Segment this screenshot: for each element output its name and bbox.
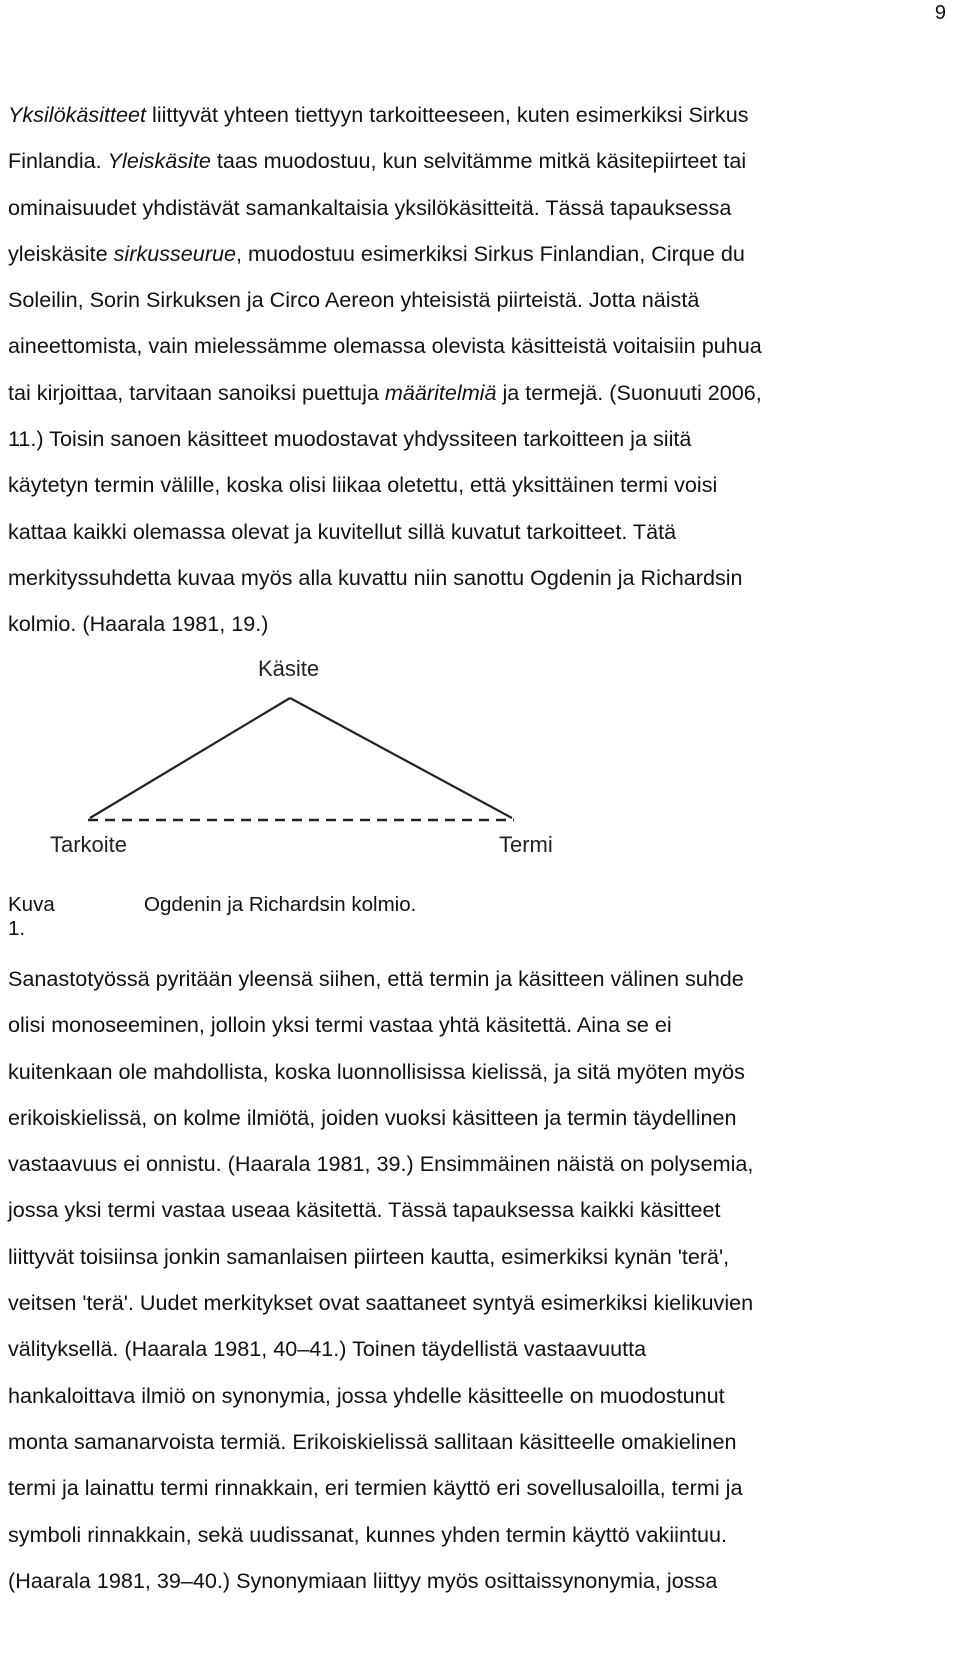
text-line: Soleilin, Sorin Sirkuksen ja Circo Aereon yhteisistä piirteistä. Jotta näistä: [8, 287, 700, 313]
text-line: [8, 231, 938, 277]
label-kasite: Käsite: [258, 656, 320, 681]
text-run: taas muodostuu, kun selvitämme mitkä käsitepiirteet tai: [210, 148, 747, 174]
text-line: ominaisuudet yhdistävät samankaltaisia yksilökäsitteitä. Tässä tapauksessa: [8, 194, 732, 220]
text-run: liittyvät yhteen tiettyyn tarkoitteeseen, kuten esimerkiksi Sirkus: [146, 102, 749, 127]
text-line: aineettomista, vain mielessämme olemassa olevista käsitteistä voitaisiin puhua: [8, 333, 762, 359]
text-line: välityksellä. (Haarala 1981, 40–41.) Toinen täydellistä vastaavuutta: [8, 1336, 647, 1362]
italic-term: Yleiskäsite: [107, 148, 211, 174]
text-line: kolmio. (Haarala 1981, 19.): [8, 611, 269, 637]
text-line: veitsen 'terä'. Uudet merkitykset ovat saattaneet syntyä esimerkiksi kielikuvien: [8, 1290, 754, 1316]
triangle-diagram: [0, 640, 960, 880]
text-run: Finlandia.: [8, 148, 108, 174]
text-line: vastaavuus ei onnistu. (Haarala 1981, 39.) Ensimmäinen näistä on polysemia,: [8, 1151, 754, 1177]
text-line: [8, 92, 938, 138]
paragraph-terminology: [8, 956, 938, 1604]
text-line: Sanastotyössä pyritään yleensä siihen, että termin ja käsitteen välinen suhde: [8, 966, 744, 991]
text-line: symboli rinnakkain, sekä uudissanat, kunnes yhden termin käyttö vakiintuu.: [8, 1521, 727, 1547]
text-line: liittyvät toisiinsa jonkin samanlaisen piirteen kautta, esimerkiksi kynän 'terä',: [8, 1243, 730, 1269]
italic-term: sirkusseurue: [113, 240, 237, 266]
text-line: olisi monoseeminen, jolloin yksi termi vastaa yhtä käsitettä. Aina se ei: [8, 1012, 672, 1038]
edge-tarkoite-kasite: [90, 698, 290, 818]
edge-kasite-termi: [290, 698, 512, 818]
text-line: kuitenkaan ole mahdollista, koska luonnollisissa kielissä, ja sitä myöten myös: [8, 1058, 745, 1084]
caption-number: Kuva 1.: [8, 893, 55, 940]
italic-term: määritelmiä: [384, 379, 497, 405]
label-termi: Termi: [499, 832, 553, 857]
text-run: ja termejä. (Suonuuti 2006,: [496, 379, 762, 405]
text-line: monta samanarvoista termiä. Erikoiskielissä sallitaan käsitteelle omakielinen: [8, 1428, 737, 1454]
text-line: [8, 370, 938, 416]
text-line: jossa yksi termi vastaa useaa käsitettä. Tässä tapauksessa kaikki käsitteet: [8, 1197, 721, 1223]
text-line: (Haarala 1981, 39–40.) Synonymiaan liittyy myös osittaissynonymia, jossa: [8, 1567, 718, 1593]
text-run: tai kirjoittaa, tarvitaan sanoiksi puettuja: [8, 379, 385, 405]
caption-text: Ogdenin ja Richardsin kolmio.: [144, 893, 417, 916]
text-line: 11.) Toisin sanoen käsitteet muodostavat yhdyssiteen tarkoitteen ja siitä: [8, 426, 692, 452]
text-line: erikoiskielissä, on kolme ilmiötä, joiden vuoksi käsitteen ja termin täydellinen: [8, 1104, 737, 1130]
text-line: käytetyn termin välille, koska olisi liikaa oletettu, että yksittäinen termi voisi: [8, 472, 718, 498]
page-number: 9: [934, 2, 946, 24]
text-line: [8, 138, 938, 184]
text-line: merkityssuhdetta kuvaa myös alla kuvattu niin sanottu Ogdenin ja Richardsin: [8, 564, 743, 590]
paragraph-concepts: [8, 92, 938, 648]
italic-term: Yksilökäsitteet: [8, 102, 147, 127]
text-line: hankaloittava ilmiö on synonymia, jossa yhdelle käsitteelle on muodostunut: [8, 1382, 725, 1408]
text-run: , muodostuu esimerkiksi Sirkus Finlandian, Cirque du: [236, 240, 745, 266]
text-line: kattaa kaikki olemassa olevat ja kuvitellut sillä kuvatut tarkoitteet. Tätä: [8, 518, 677, 544]
text-run: yleiskäsite: [8, 240, 114, 266]
text-line: termi ja lainattu termi rinnakkain, eri termien käyttö eri sovellusaloilla, termi ja: [8, 1475, 743, 1501]
semiotic-triangle-figure: [0, 640, 960, 880]
label-tarkoite: Tarkoite: [50, 832, 128, 857]
